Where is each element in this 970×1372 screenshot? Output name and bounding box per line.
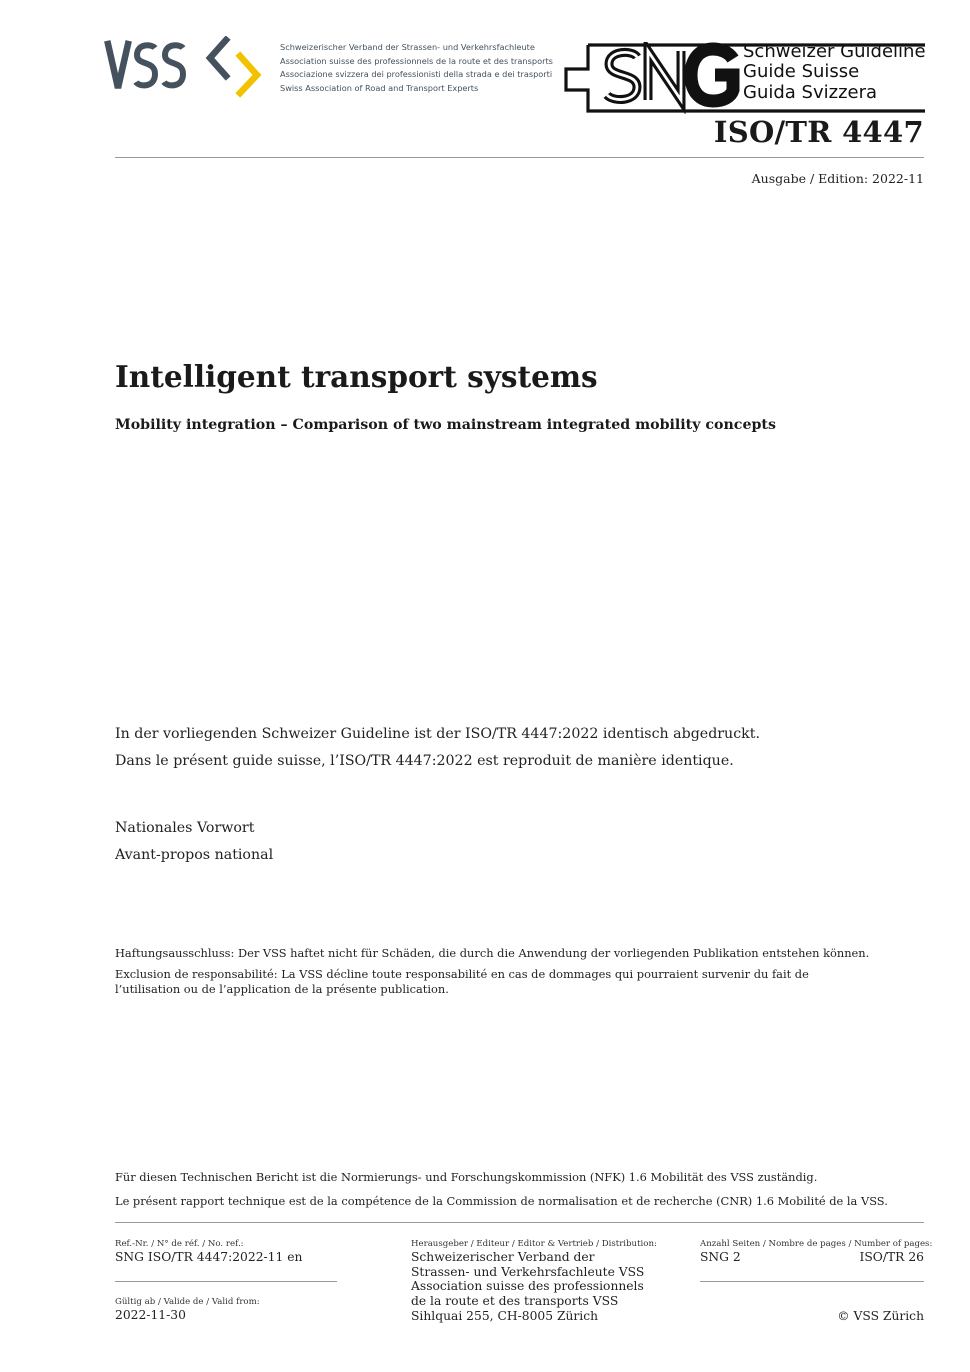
- header-divider: [115, 157, 924, 158]
- publisher-address: Sihlquai 255, CH-8005 Zürich: [411, 1308, 599, 1323]
- publisher-block: [411, 1239, 657, 1324]
- valid-label: Gültig ab / Valide de / Valid from:: [115, 1297, 260, 1307]
- association-names: [280, 41, 553, 95]
- publisher-line: Strassen- und Verkehrsfachleute VSS: [411, 1264, 645, 1279]
- sng-logo-text: SNG: [563, 42, 566, 43]
- disclaimer-de: Haftungsausschluss: Der VSS haftet nicht für Schäden, die durch die Anwendung der vorliegenden Publikation entstehen können.: [115, 946, 870, 960]
- disclaimer-fr: Exclusion de responsabilité: La VSS décline toute responsabilité en cas de dommages qui pourraient survenir du fait de l’utilisation ou de l’application de la présente publication.: [115, 967, 809, 996]
- statement-fr: Dans le présent guide suisse, l’ISO/TR 4447:2022 est reproduit de manière identique.: [115, 753, 734, 769]
- document-title: Intelligent transport systems: [115, 359, 598, 394]
- pages-block: [700, 1239, 933, 1265]
- guideline-name-de: Schweizer Guideline: [743, 41, 926, 62]
- association-name-fr: Association suisse des professionnels de la route et des transports: [280, 55, 553, 66]
- pages-sng: SNG 2: [700, 1250, 741, 1264]
- association-name-de: Schweizerischer Verband der Strassen- und Verkehrsfachleute: [280, 42, 535, 52]
- vss-logo-mark: [104, 36, 266, 98]
- ref-block: [115, 1239, 302, 1265]
- guideline-name-fr: Guide Suisse: [743, 61, 860, 83]
- publisher-line: de la route et des transports VSS: [411, 1294, 619, 1309]
- pages-divider: [700, 1281, 924, 1282]
- edition-date: Ausgabe / Edition: 2022-11: [751, 171, 924, 186]
- responsibility-fr: Le présent rapport technique est de la compétence de la Commission de normalisation et de recherche (CNR) 1.6 Mobilité de la VSS.: [115, 1194, 888, 1208]
- ref-label: Ref.-Nr. / N° de réf. / No. ref.:: [115, 1239, 244, 1249]
- copyright: © VSS Zürich: [837, 1309, 924, 1323]
- ref-value: SNG ISO/TR 4447:2022-11 en: [115, 1250, 303, 1264]
- guideline-names: [743, 42, 926, 103]
- foreword-de: Nationales Vorwort: [115, 820, 255, 836]
- publisher-label: Herausgeber / Editeur / Editor & Vertrieb / Distribution:: [411, 1239, 657, 1249]
- foreword-fr: Avant-propos national: [115, 847, 274, 863]
- document-subtitle: Mobility integration – Comparison of two mainstream integrated mobility concepts: [115, 417, 776, 433]
- pages-iso: ISO/TR 26: [859, 1250, 924, 1264]
- document-id: ISO/TR 4447: [713, 115, 924, 149]
- association-name-it: Associazione svizzera dei professionisti della strada e dei trasporti: [280, 69, 553, 80]
- ref-divider: [115, 1281, 337, 1282]
- association-name-en: Swiss Association of Road and Transport Experts: [280, 82, 479, 93]
- statement-de: In der vorliegenden Schweizer Guideline ist der ISO/TR 4447:2022 identisch abgedruckt.: [115, 726, 760, 742]
- publisher-line: Association suisse des professionnels: [411, 1279, 644, 1294]
- pages-label: Anzahl Seiten / Nombre de pages / Number of pages:: [700, 1239, 933, 1249]
- valid-block: [115, 1297, 260, 1323]
- publisher-line: Schweizerischer Verband der: [411, 1250, 595, 1264]
- valid-value: 2022-11-30: [115, 1308, 186, 1322]
- footer-divider: [115, 1222, 924, 1223]
- responsibility-de: Für diesen Technischen Bericht ist die Normierungs- und Forschungskommission (NFK) 1.6 Mobilität des VSS zuständig.: [115, 1170, 818, 1184]
- guideline-name-it: Guida Svizzera: [743, 81, 878, 103]
